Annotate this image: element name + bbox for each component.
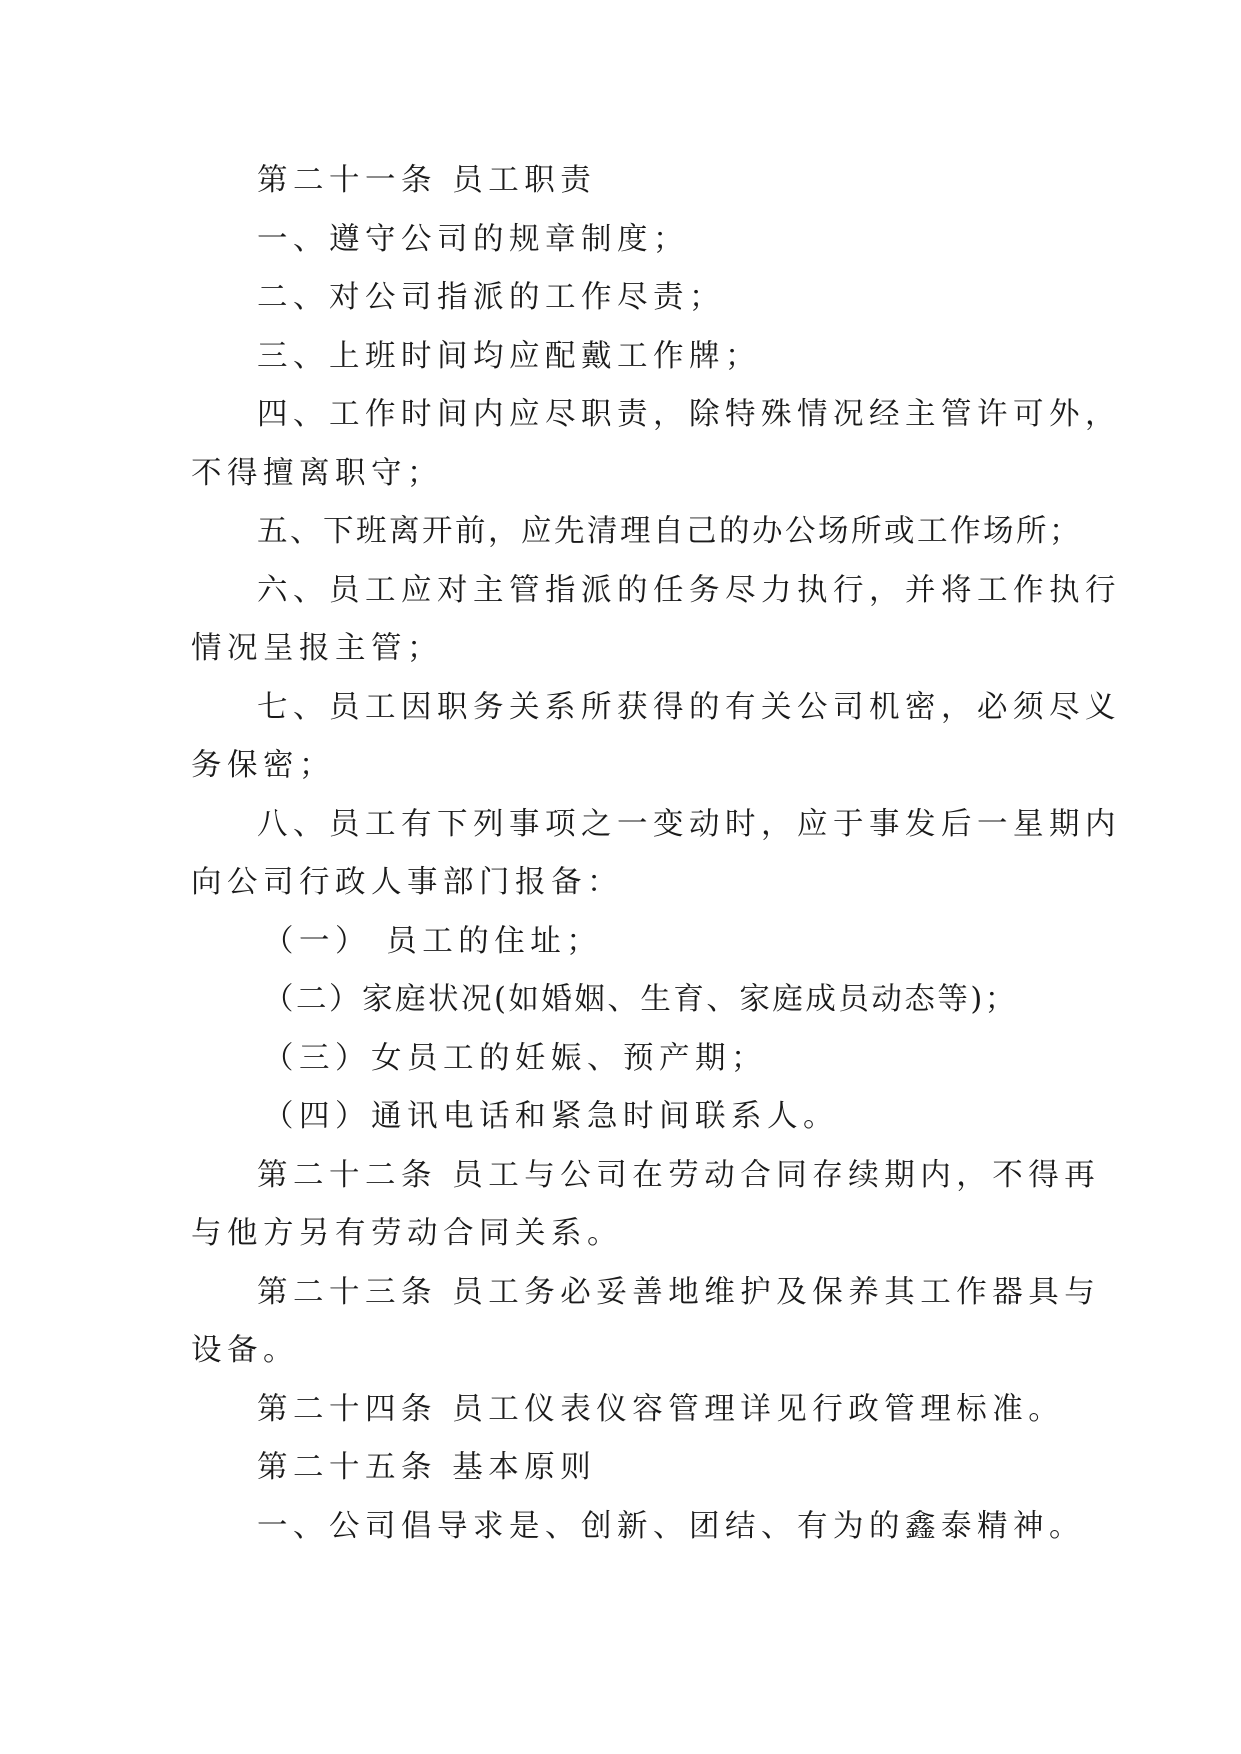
duty-item-4: 四、工作时间内应尽职责，除特殊情况经主管许可外，: [257, 397, 1121, 432]
duty-item-6-cont: 情况呈报主管；: [191, 631, 443, 666]
article-25-heading: 第二十五条 基本原则: [257, 1450, 597, 1485]
document-body: [191, 152, 1121, 1556]
duty-item-7-cont: 务保密；: [191, 748, 335, 783]
article-23: 第二十三条 员工务必妥善地维护及保养其工作器具与: [257, 1274, 1101, 1310]
duty-item-2: 二、对公司指派的工作尽责；: [257, 280, 725, 315]
duty-item-3: 三、上班时间均应配戴工作牌；: [257, 338, 761, 374]
sub-item-3: （三）女员工的妊娠、预产期；: [263, 1040, 767, 1076]
sub-item-4: （四）通讯电话和紧急时间联系人。: [263, 1099, 839, 1134]
sub-item-1: （一） 员工的住址；: [263, 923, 603, 959]
sub-item-2: （二）家庭状况(如婚姻、生育、家庭成员动态等)；: [263, 982, 1018, 1017]
duty-item-6: 六、员工应对主管指派的任务尽力执行，并将工作执行: [257, 572, 1121, 608]
principle-item-1: 一、公司倡导求是、创新、团结、有为的鑫泰精神。: [257, 1508, 1085, 1544]
article-22-cont: 与他方另有劳动合同关系。: [191, 1216, 623, 1251]
duty-item-8: 八、员工有下列事项之一变动时，应于事发后一星期内: [257, 806, 1121, 842]
duty-item-8-cont: 向公司行政人事部门报备：: [191, 865, 623, 900]
article-22: 第二十二条 员工与公司在劳动合同存续期内，不得再: [257, 1157, 1101, 1193]
duty-item-1: 一、遵守公司的规章制度；: [257, 221, 689, 257]
article-23-cont: 设备。: [191, 1333, 299, 1368]
article-21-heading: 第二十一条 员工职责: [257, 163, 597, 198]
duty-item-5: 五、下班离开前，应先清理自己的办公场所或工作场所；: [257, 514, 1082, 549]
duty-item-4-cont: 不得擅离职守；: [191, 455, 443, 491]
duty-item-7: 七、员工因职务关系所获得的有关公司机密，必须尽义: [257, 689, 1121, 725]
article-24: 第二十四条 员工仪表仪容管理详见行政管理标准。: [257, 1391, 1065, 1427]
